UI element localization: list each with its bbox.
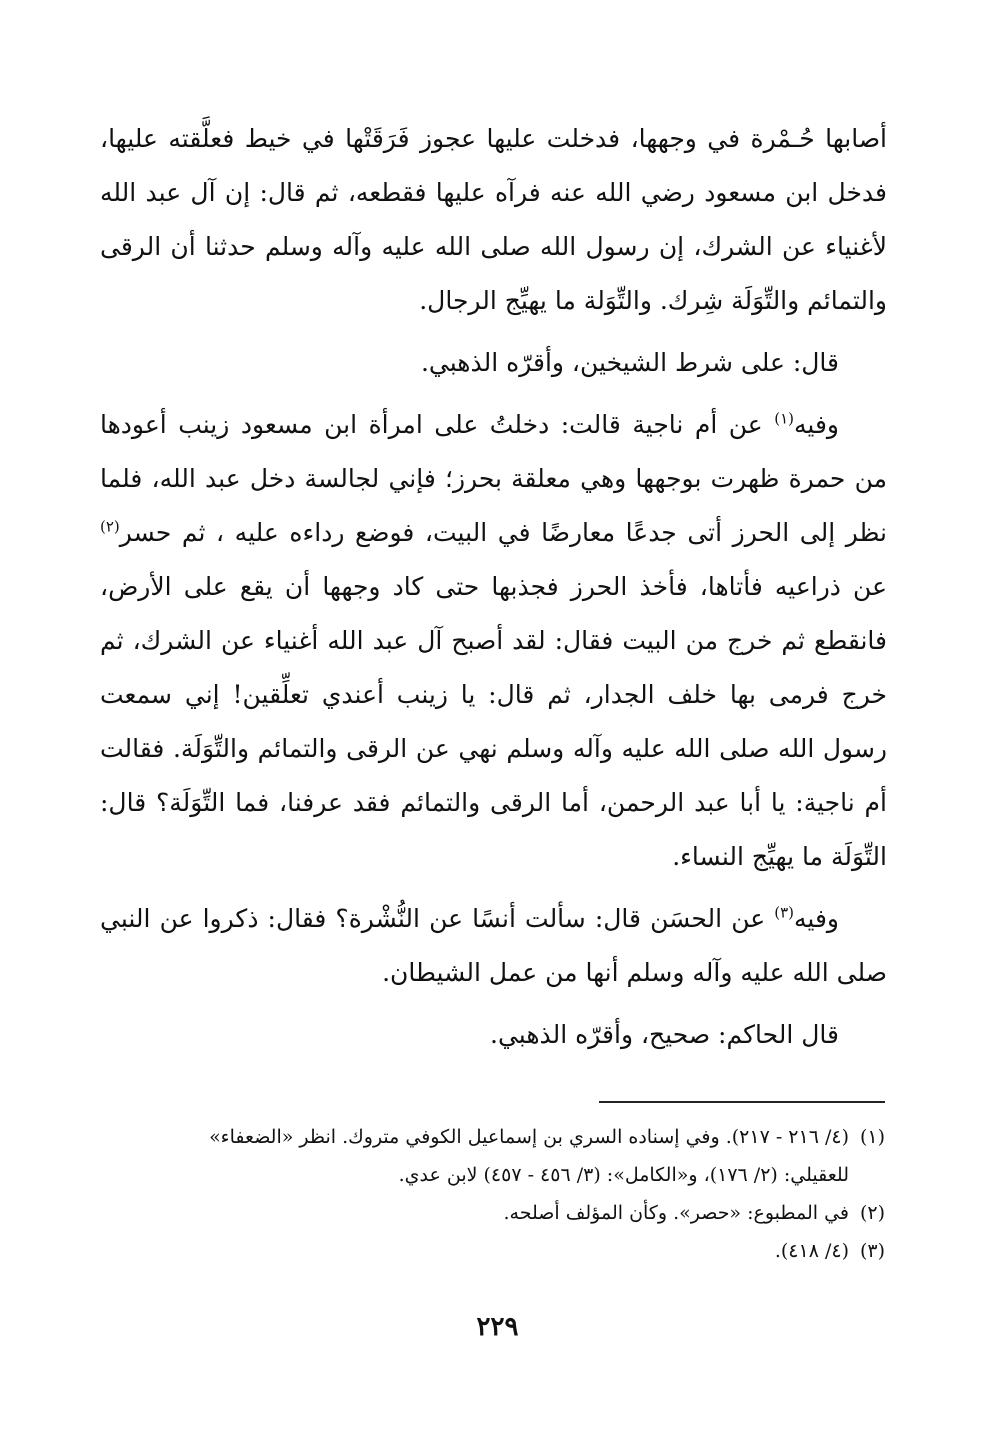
paragraph-1: أصابها حُـمْرة في وجهها، فدخلت عليها عجوز فَرَقَتْها في خيط فعلَّقته عليها، فدخل ابن مسعود رضي الله عنه فرآه عليها فقطعه، ثم قال: إن آل عبد الله لأغنياء عن الشرك، إن رسول الله صلى الله عليه وآله وسلم حدثنا أن الرقى والتمائم والتِّوَلَة شِرك. والتِّوَلة ما يهيِّج الرجال.: [100, 124, 887, 315]
paragraph-5: قال الحاكم: صحيح، وأقرّه الذهبي.: [490, 1020, 839, 1049]
footnote-ref-3: (٣): [774, 903, 795, 922]
paragraph-3-text-continued: عن ذراعيه فأتاها، فأخذ الحرز فجذبها حتى كاد وجهها أن يقع على الأرض، فانقطع ثم خرج من البيت فقال: لقد أصبح آل عبد الله أغنياء عن الشرك، ثم خرج فرمى بها خلف الجدار، ثم قال: يا زينب أعندي تعلِّقين! إني سمعت رسول الله صلى الله عليه وآله وسلم نهي عن الرقى والتمائم والتِّوَلَة. فقالت أم ناجية: يا أبا عبد الرحمن، أما الرقى والتمائم فقد عرفنا، فما التِّوَلَة؟ قال: التِّوَلَة ما يهيِّج النساء.: [100, 572, 887, 871]
paragraph-4-text: عن الحسَن قال: سألت أنسًا عن النُّشْرة؟ فقال: ذكروا عن النبي صلى الله عليه وآله وسلم أنها من عمل الشيطان.: [100, 904, 887, 987]
footnote-divider: [599, 1101, 885, 1103]
footnote-number: (١): [859, 1126, 885, 1148]
footnote-number: (٢): [859, 1202, 885, 1224]
paragraph-4-lead: وفيه: [794, 904, 839, 933]
paragraph-3-lead: وفيه: [794, 410, 839, 439]
footnote-3: [100, 1232, 885, 1270]
paragraph-3: [100, 398, 887, 884]
footnote-1: [100, 1118, 885, 1156]
footnote-text: في المطبوع: «حصر». وكأن المؤلف أصلحه.: [503, 1202, 849, 1224]
page-number: ٢٢٩: [476, 1312, 519, 1342]
main-text: [100, 112, 887, 1070]
footnote-2: [100, 1194, 885, 1232]
footnote-text: (٤/ ٢١٦ - ٢١٧). وفي إسناده السري بن إسماعيل الكوفي متروك. انظر «الضعفاء»: [209, 1126, 849, 1148]
paragraph-4: [100, 892, 887, 1000]
footnote-number: (٣): [859, 1240, 885, 1262]
paragraph-2: قال: على شرط الشيخين، وأقرّه الذهبي.: [420, 348, 839, 377]
footnotes: [100, 1118, 885, 1270]
footnote-1-continued: للعقيلي: (٢/ ١٧٦)، و«الكامل»: (٣/ ٤٥٦ - ٤٥٧) لابن عدي.: [398, 1164, 849, 1186]
footnote-ref-1: (١): [774, 409, 795, 428]
footnote-text: (٤/ ٤١٨).: [774, 1240, 849, 1262]
footnote-ref-2: (٢): [100, 517, 120, 536]
paragraph-3-text: عن أم ناجية قالت: دخلتُ على امرأة ابن مسعود زينب أعودها من حمرة ظهرت بوجهها وهي معلقة بحرز؛ فإني لجالسة دخل عبد الله، فلما نظر إلى الحرز أتى جدعًا معارضًا في البيت، فوضع رداءه عليه ، ثم حسر: [100, 410, 887, 547]
